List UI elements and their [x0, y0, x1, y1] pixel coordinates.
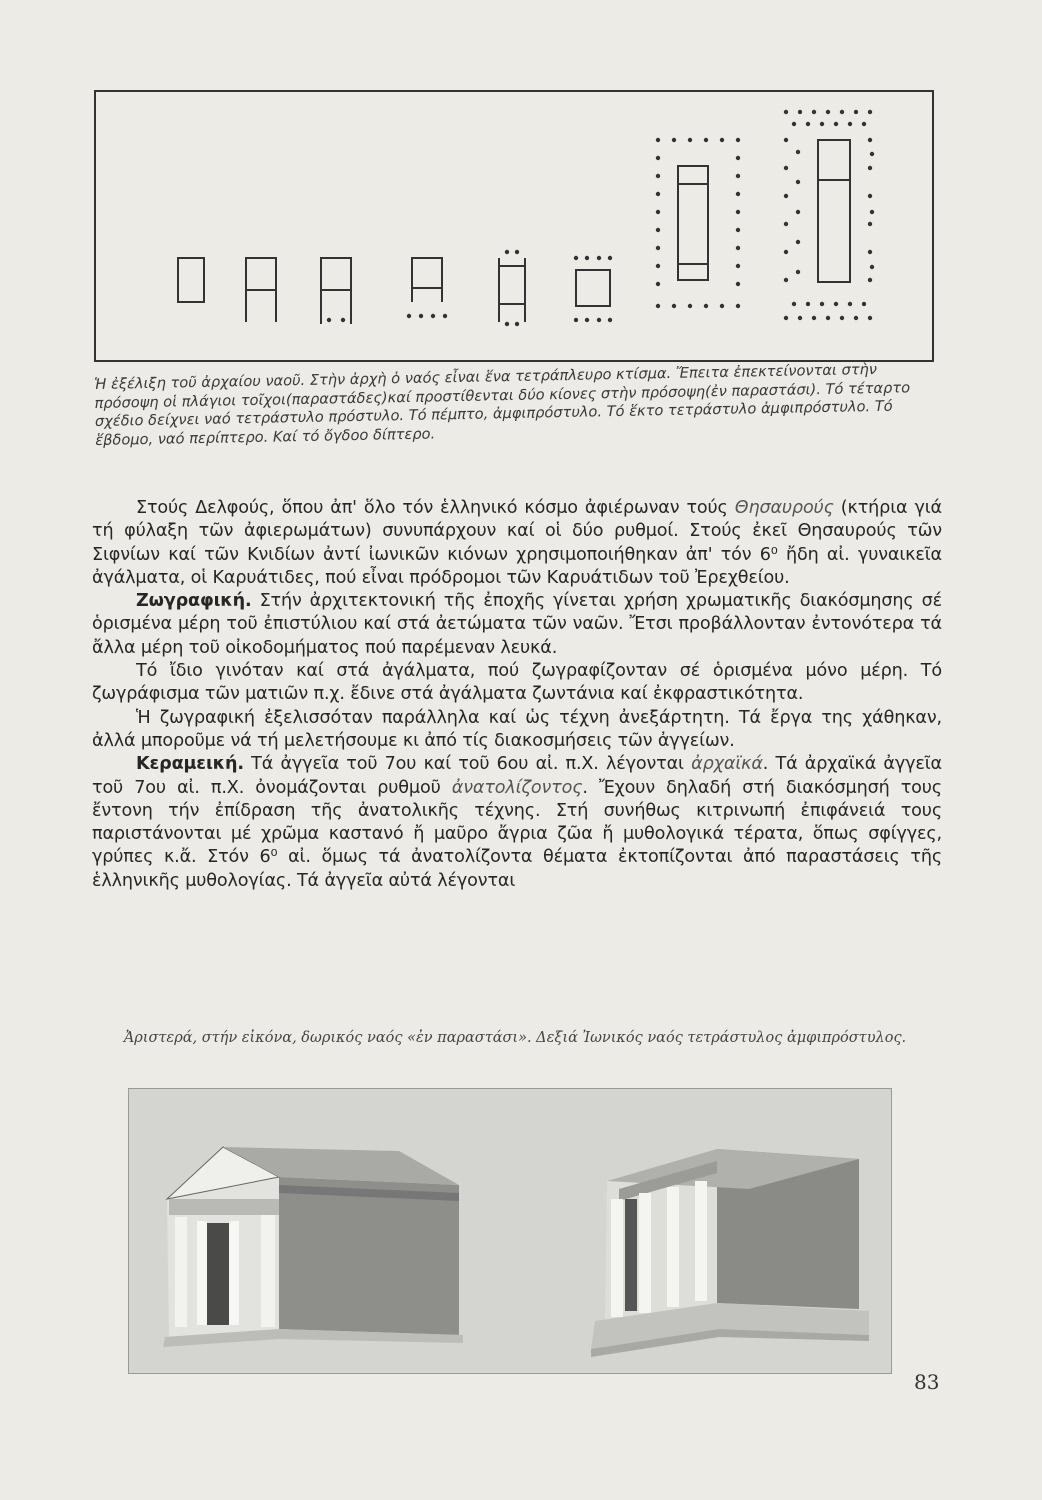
plan-6-tetrastyle: [576, 270, 610, 306]
paragraph-ceramics: Κεραμεική. Τά ἀγγεῖα τοῦ 7ου καί τοῦ 6ου αἰ. π.Χ. λέγονται ἀρχαϊκά. Τά ἀρχαϊκά ἀγγεῖα τοῦ 7ου αἰ. π.Χ. ὀνομάζονται ρυθμοῦ ἀνατολίζοντος. Ἔχουν δηλαδή στή διακόσμησή τους ἔντονη τήν ἐπίδραση τῆς ἀνατολικῆς τέχνης. Στή συνήθως κιτρινωπή ἐπιφάνειά τους παριστάνονται μέ χρῶμα καστανό ἤ μαῦρο ἄγρια ζῶα ἤ μυθολογικά τέρατα, ὅπως σφίγγες, γρύπες κ.ἄ. Στόν 6⁰ αἰ. ὅμως τά ἀνατολίζοντα θέματα ἐκτοπίζονται ἀπό παραστάσεις τῆς ἑλληνικῆς μυθολογίας. Τά ἀγγεῖα αὐτά λέγονται: [92, 754, 942, 891]
plan-2-in-antis: [246, 258, 276, 322]
plan-1-megaron: [178, 258, 204, 302]
temple-plans-diagram: [96, 92, 936, 364]
ionic-temple-model: [591, 1149, 869, 1357]
temple-models-illustration: [129, 1089, 892, 1374]
plan-8-dipteral: [818, 140, 850, 282]
term-orientalizing: ἀνατολίζοντος: [451, 777, 583, 798]
figure-caption-bottom: Ἀριστερά, στήν εἰκόνα, δωρικός ναός «ἐν παραστάσι». Δεξιά Ἰωνικός ναός τετράστυλος ἀμφιπρόστυλος.: [123, 1030, 907, 1046]
temple-models-photo: [128, 1088, 892, 1374]
term-archaic: ἀρχαϊκά: [691, 754, 763, 775]
plan-4-prostyle: [412, 258, 442, 302]
paragraph-statues: Τό ἴδιο γινόταν καί στά ἀγάλματα, πού ζωγραφίζονταν σέ ὁρισμένα μόνο μέρη. Τό ζωγράφισμα τῶν ματιῶν π.χ. ἔδινε στά ἀγάλματα ζωντάνια καί ἐκφραστικότητα.: [92, 661, 942, 705]
plan-3-distyle-in-antis: [321, 258, 351, 324]
term-thesauroi: Θησαυρούς: [734, 498, 834, 518]
doric-temple-model: [163, 1147, 463, 1347]
heading-painting: Ζωγραφική.: [136, 591, 252, 612]
temple-plans-figure: [94, 90, 934, 362]
paragraph-painting-art: Ἡ ζωγραφική ἐξελισσόταν παράλληλα καί ὡς τέχνη ἀνεξάρτητη. Τά ἔργα της χάθηκαν, ἀλλά μποροῦμε νά τή μελετήσουμε κι ἀπό τίς διακοσμήσεις τῶν ἀγγείων.: [92, 707, 942, 751]
heading-ceramics: Κεραμεική.: [136, 754, 244, 775]
paragraph-painting: Ζωγραφική. Στήν ἀρχιτεκτονική τῆς ἐποχῆς γίνεται χρήση χρωματικῆς διακόσμησης σέ ὁρισμένα μέρη τοῦ ἐπιστύλιου καί στά ἀετώματα τῶν ναῶν. Ἔτσι προβάλλονταν ἐντονότερα τά ἄλλα μέρη τοῦ οἰκοδομήματος πού παρέμεναν λευκά.: [92, 591, 942, 658]
plan-7-peripteral: [678, 166, 708, 280]
plan-5-amphiprostyle: [499, 258, 525, 322]
main-text: [92, 497, 942, 893]
figure-caption-top: Ἡ ἐξέλιξη τοῦ ἀρχαίου ναοῦ. Στὴν ἀρχὴ ὁ ναός εἶναι ἕνα τετράπλευρο κτίσμα. Ἔπειτα ἐπεκτείνονται στὴν πρόσοψη οἱ πλάγιοι τοῖχοι(παραστάδες)καί προστίθενται δύο κίονες στὴν πρόσοψη(ἐν παραστάσι). Τό τέταρτο σχέδιο δείχνει ναό τετράστυλο πρόστυλο. Τό πέμπτο, ἀμφιπρόστυλο. Τό ἕκτο τετράστυλο ἀμφιπρόστυλο. Τό ἕβδομο, ναό περίπτερο. Καί τό ὄγδοο δίπτερο.: [94, 360, 911, 449]
paragraph-delphi: Στούς Δελφούς, ὅπου ἀπ' ὅλο τόν ἑλληνικό κόσμο ἀφιέρωναν τούς Θησαυρούς (κτήρια γιά τή φύλαξη τῶν ἀφιερωμάτων) συνυπάρχουν καί οἱ δύο ρυθμοί. Στούς ἐκεῖ Θησαυρούς τῶν Σιφνίων καί τῶν Κνιδίων ἀντί ἰωνικῶν κιόνων χρησιμοποιήθηκαν ἀπ' τόν 6⁰ ἤδη αἰ. γυναικεῖα ἀγάλματα, οἱ Καρυάτιδες, πού εἶναι πρόδρομοι τῶν Καρυάτιδων τοῦ Ἐρεχθείου.: [92, 498, 942, 588]
page-number: 83: [914, 1370, 940, 1394]
